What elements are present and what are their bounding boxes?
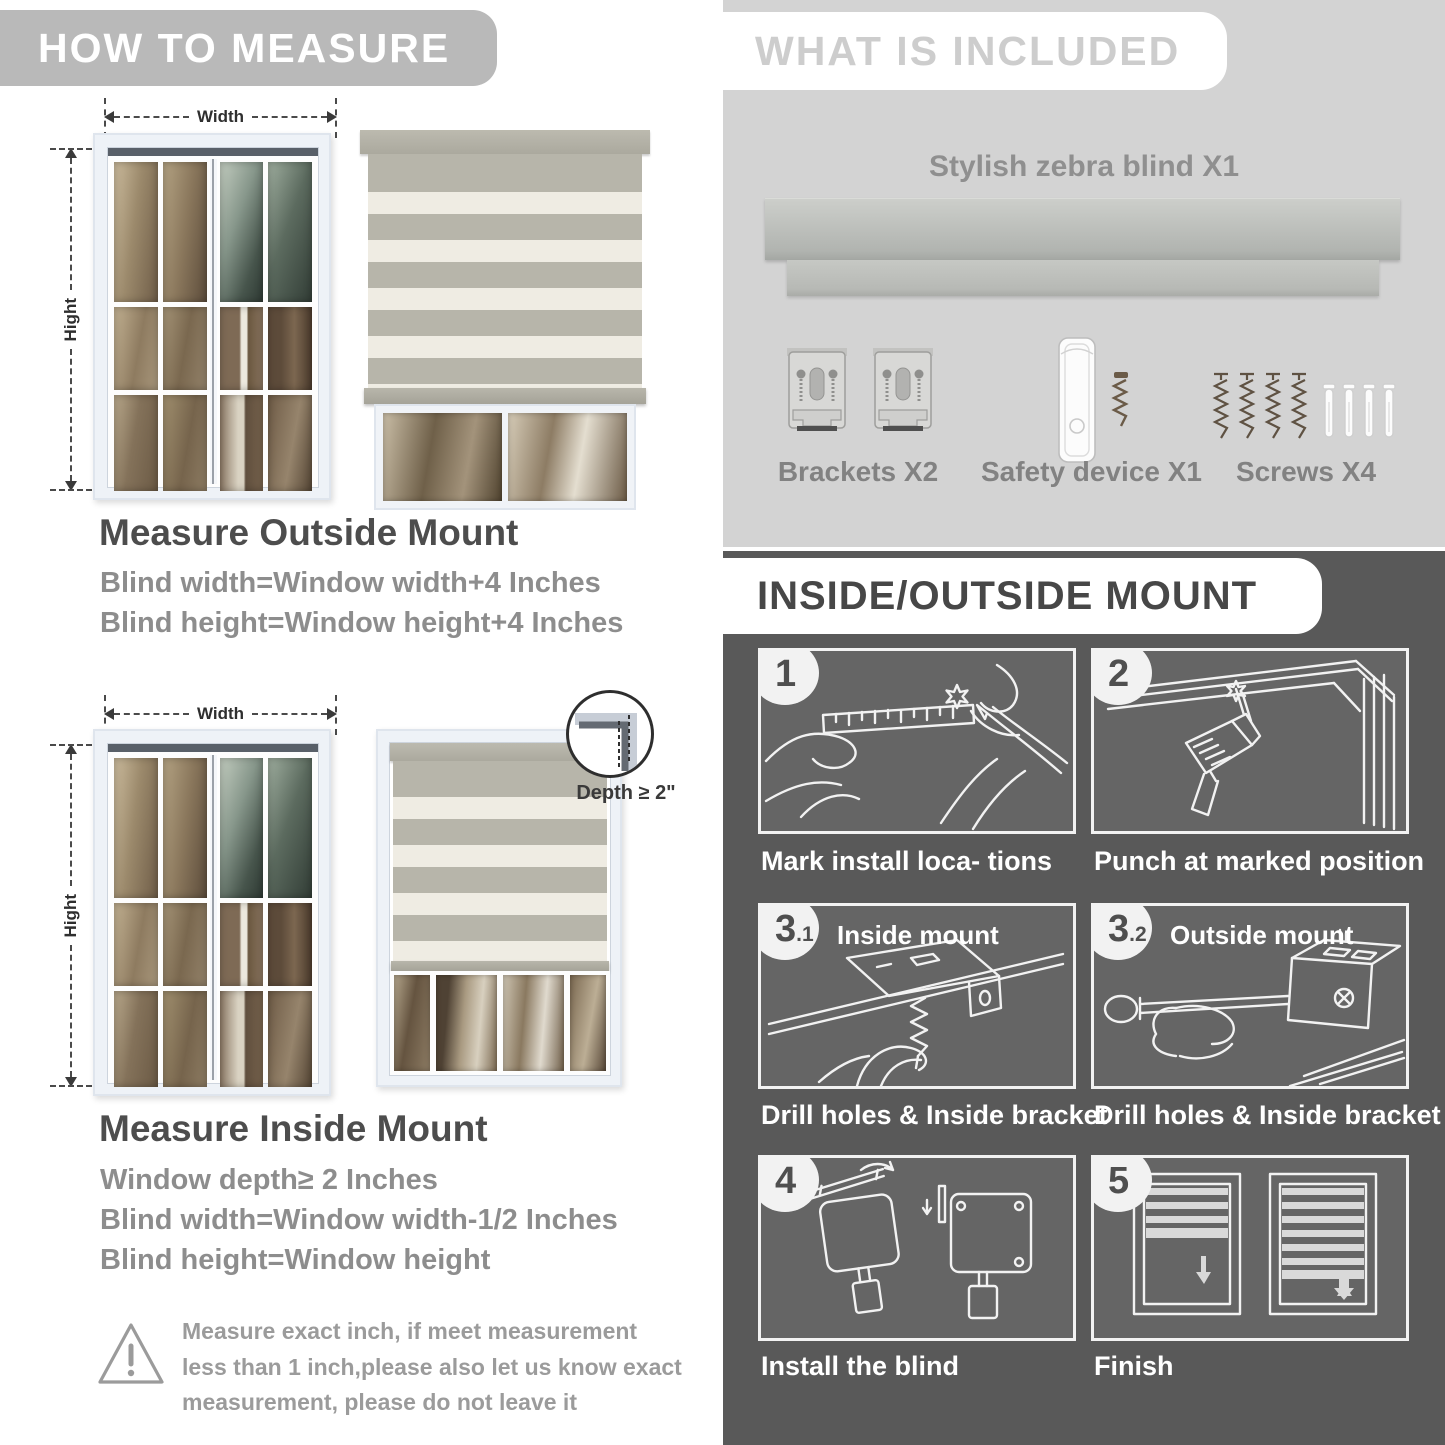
safety-device-label: Safety device X1 (980, 456, 1203, 487)
outside-mount-line-1: Blind width=Window width+4 Inches (100, 567, 601, 599)
width-label: Width (196, 704, 245, 723)
what-is-included-header-bar (723, 12, 1227, 90)
inside-mount-label: Inside mount (837, 920, 999, 950)
depth-label: Depth ≥ 2" (576, 782, 676, 804)
warning-text: Measure exact inch, if meet measurement less than 1 inch,please also let us know exact measurement, please do not leave it (182, 1318, 682, 1416)
mount-header-bar (723, 558, 1322, 634)
zebra-blind-roll-image (787, 260, 1379, 296)
window-photo-outside-mount (93, 133, 331, 500)
window-photo-inside-mount (93, 729, 331, 1096)
window-corner-detail-icon (569, 693, 651, 775)
screws-label: Screws X4 (1235, 456, 1377, 487)
dimension-tick (50, 148, 92, 150)
inside-mount-title: Measure Inside Mount (99, 1108, 488, 1149)
blind-cassette (360, 130, 650, 154)
height-dimension-arrow (61, 148, 80, 491)
step-panel-3-2 (1091, 903, 1409, 1089)
step-number-badge: 5 (1091, 1155, 1152, 1212)
window-top-rail (108, 148, 318, 156)
step-number-badge: 4 (758, 1155, 819, 1212)
step-number-badge: 1 (758, 648, 819, 705)
what-is-included-section (723, 0, 1445, 547)
dimension-tick (50, 489, 92, 491)
width-dimension-arrow (104, 704, 337, 723)
step-caption-2: Punch at marked position (1094, 846, 1425, 876)
warning-triangle-icon (96, 1320, 166, 1388)
inside-mount-line-2: Blind width=Window width-1/2 Inches (100, 1204, 618, 1236)
outside-mount-title: Measure Outside Mount (99, 512, 519, 553)
step-number-badge: 3.1 (758, 903, 819, 960)
step-number-badge: 3.2 (1091, 903, 1152, 960)
step-panel-2 (1091, 648, 1409, 834)
depth-detail-circle (566, 690, 654, 778)
product-label: Stylish zebra blind X1 (928, 150, 1240, 183)
blind-bottom-rail (364, 388, 646, 404)
step-panel-1 (758, 648, 1076, 834)
how-to-measure-header-bar (0, 10, 497, 86)
step-caption-3-2: Drill holes & Inside bracket (1094, 1100, 1441, 1130)
step-panel-5 (1091, 1155, 1409, 1341)
height-dimension-arrow (61, 744, 80, 1087)
step-caption-5: Finish (1094, 1351, 1174, 1381)
dimension-tick (104, 98, 106, 138)
step-panel-4 (758, 1155, 1076, 1341)
zebra-blind-cassette-image (765, 198, 1400, 260)
height-label: Hight (61, 297, 80, 342)
blind-bottom-rail (391, 961, 609, 971)
step-caption-3-1: Drill holes & Inside bracket (761, 1100, 1108, 1130)
blind-fabric (368, 154, 642, 388)
safety-device-icon (1051, 334, 1151, 474)
brackets-label: Brackets X2 (777, 456, 939, 487)
mount-steps-section (723, 551, 1445, 1445)
inside-mount-line-1: Window depth≥ 2 Inches (100, 1164, 438, 1196)
step-number-badge: 2 (1091, 648, 1152, 705)
step-panel-3-1 (758, 903, 1076, 1089)
how-to-measure-title: HOW TO MEASURE (38, 24, 451, 71)
mount-title: INSIDE/OUTSIDE MOUNT (757, 573, 1258, 618)
height-label: Hight (61, 893, 80, 938)
step-caption-4: Install the blind (761, 1351, 960, 1381)
window-below-blind (374, 404, 636, 510)
width-dimension-arrow (104, 107, 337, 126)
screw-icon (1211, 360, 1403, 466)
width-label: Width (196, 107, 245, 126)
outside-mount-line-2: Blind height=Window height+4 Inches (100, 607, 624, 639)
outside-mount-label: Outside mount (1170, 920, 1354, 950)
step-caption-1: Mark install loca- tions (761, 846, 1053, 876)
inside-mount-line-3: Blind height=Window height (100, 1244, 491, 1276)
bracket-icon (785, 344, 937, 444)
zebra-blind-outside-mount-illustration (360, 130, 650, 510)
dimension-tick (335, 98, 337, 138)
what-is-included-title: WHAT IS INCLUDED (755, 27, 1181, 74)
